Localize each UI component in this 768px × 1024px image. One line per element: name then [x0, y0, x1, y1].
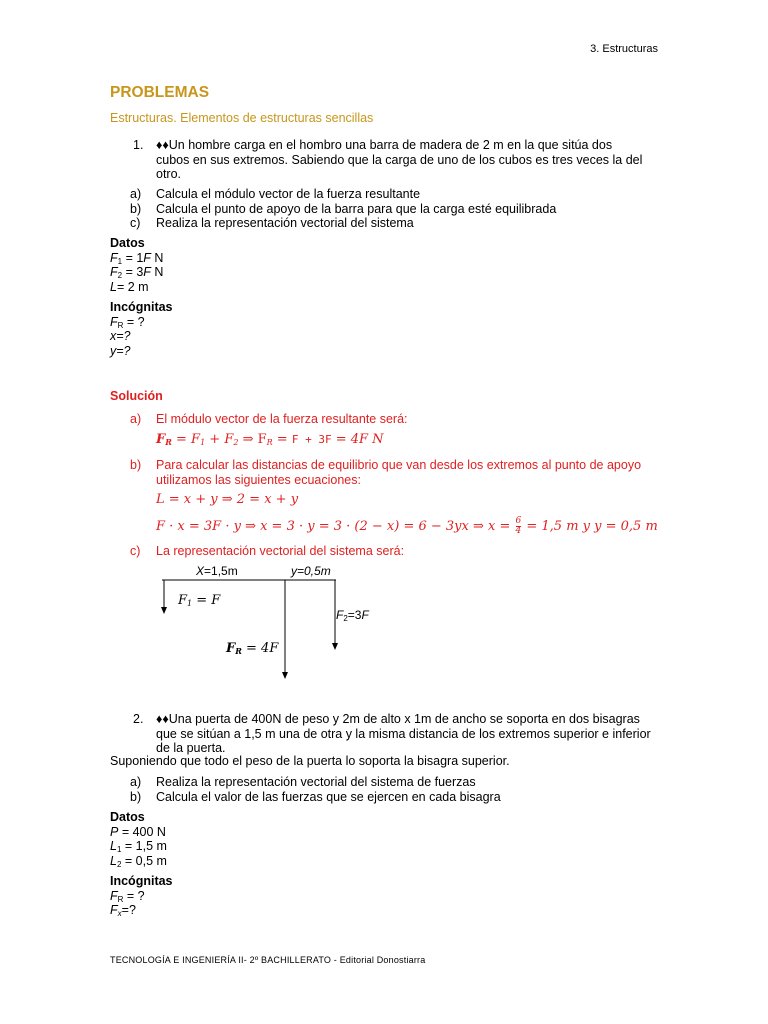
solution-a-letter: a)	[130, 412, 142, 426]
datos-heading: Datos	[110, 236, 145, 250]
problem-1-statement: ♦♦Un hombre carga en el hombro una barra de madera de 2 m en la que sitúa dos cubos en sus extremos. Sabiendo que la carga de uno de los cubos es tres veces la del otro.	[156, 138, 643, 181]
solution-b-equation-2: F · x = 3F · y ⇒ x = 3 · y = 3 · (2 − x) = 6 − 3yx ⇒ x = $\frac{6}{4}$ = 1,5 m y y = 0,5 m	[156, 516, 658, 536]
incognitas-heading: Incógnitas	[110, 874, 173, 888]
fr-arrow-head	[282, 672, 288, 679]
incognita-fr: $F_R$ = ?	[110, 314, 145, 330]
vector-diagram	[130, 562, 390, 692]
incognita-fr: $F_R$ = ?	[110, 888, 145, 904]
datos-f2: $F_2 = 3F$ N	[110, 265, 164, 280]
fr-label: $F_R = 4F$	[226, 641, 279, 656]
datos-heading: Datos	[110, 810, 145, 824]
x-distance-label: X=1,5m	[196, 564, 238, 578]
incognita-y: y=?	[110, 343, 131, 358]
problem-1-number: 1.	[133, 138, 144, 152]
problem-1-questions: a) Calcula el módulo vector de la fuerza resultante b) Calcula el punto de apoyo de la barra para que la carga esté equilibrada c) Realiza la representación vectorial del sistema	[130, 187, 557, 230]
datos-f1: $F_1 = 1F$ N	[110, 250, 164, 266]
datos-l: L= 2 m	[110, 279, 149, 294]
section-subtitle: Estructuras. Elementos de estructuras sencillas	[110, 111, 374, 125]
solution-a-equation: $F_R = F_1 + F_2$ ⇒ $F_R = F + 3F = 4F$ N	[156, 432, 384, 447]
datos-l1: $L_1 = 1,5$ m	[110, 839, 167, 854]
page-footer: TECNOLOGÍA E INGENIERÍA II- 2º BACHILLERATO - Editorial Donostiarra	[110, 955, 426, 965]
solution-b-text: Para calcular las distancias de equilibrio que van desde los extremos al punto de apoyo utilizamos las siguientes ecuaciones:	[156, 458, 642, 487]
incognita-fx: $F_x=$?	[110, 903, 136, 918]
f1-label: $F_1 = F$	[178, 593, 221, 608]
incognitas-heading: Incógnitas	[110, 300, 173, 314]
solution-b-equation-1: L = x + y ⇒ 2 = x + y	[156, 492, 299, 507]
problem-2-datos	[110, 810, 167, 868]
difficulty-markers: ♦♦	[156, 712, 169, 726]
f1-arrow-head	[161, 607, 167, 614]
page-header-chapter: 3. Estructuras	[590, 43, 658, 55]
solution-heading: Solución	[110, 389, 163, 403]
solution-c-letter: c)	[130, 544, 141, 558]
problem-2-assumption: Suponiendo que todo el peso de la puerta lo soporta la bisagra superior.	[110, 754, 510, 768]
problem-2-statement: ♦♦Una puerta de 400N de peso y 2m de alto x 1m de ancho se soporta en dos bisagras que se sitúan a 1,5 m una de otra y la misma distancia de los extremos superior e inferior de la puerta.	[156, 712, 651, 755]
solution-c-text: La representación vectorial del sistema será:	[156, 544, 405, 558]
vector-diagram-svg	[130, 562, 390, 692]
solution-a-text: El módulo vector de la fuerza resultante será:	[156, 412, 408, 426]
datos-p: P = 400 N	[110, 824, 166, 839]
problem-2-number: 2.	[133, 712, 144, 726]
problem-2-questions: a) Realiza la representación vectorial del sistema de fuerzas b) Calcula el valor de las fuerzas que se ejercen en cada bisagra	[130, 775, 501, 804]
incognita-x: x=?	[110, 329, 131, 343]
solution-b-letter: b)	[130, 458, 142, 472]
datos-l2: $L_2 = 0,5$ m	[110, 853, 167, 869]
f2-label: $F_2=3F$	[336, 608, 369, 623]
f2-arrow-head	[332, 643, 338, 650]
y-distance-label: y=0,5m	[291, 564, 331, 578]
problem-1-datos	[110, 236, 163, 294]
section-title: PROBLEMAS	[110, 84, 210, 101]
difficulty-markers: ♦♦	[156, 138, 169, 152]
problem-1-incognitas	[110, 300, 173, 358]
problem-2-incognitas	[110, 874, 173, 918]
